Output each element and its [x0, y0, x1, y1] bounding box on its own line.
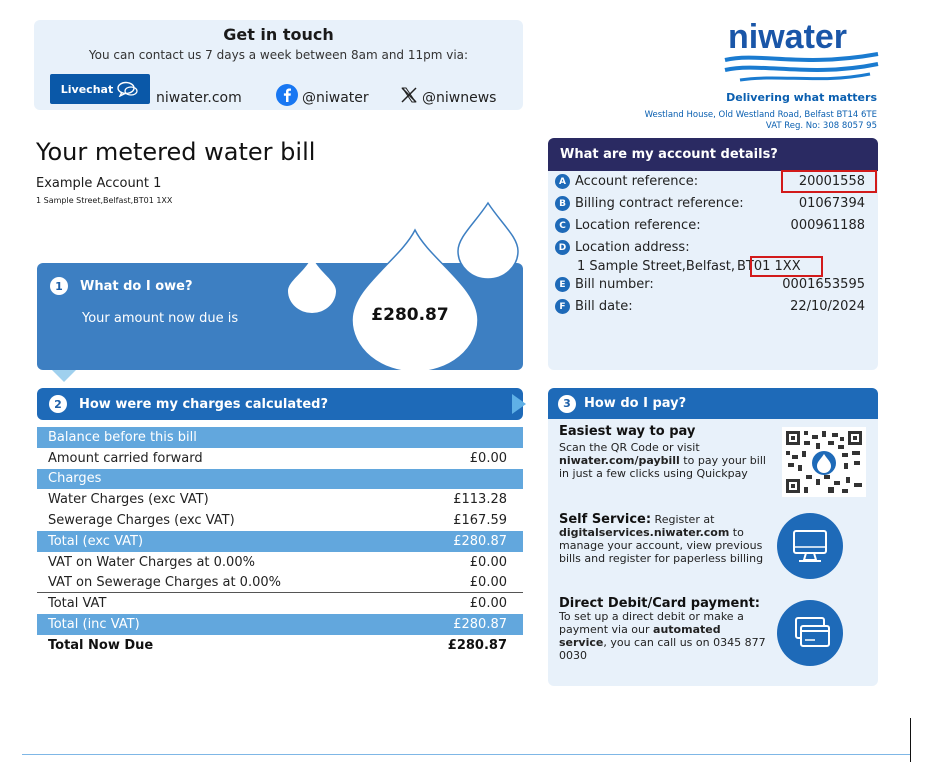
- row-label: Total (inc VAT): [48, 617, 140, 633]
- page-title: Your metered water bill: [36, 138, 316, 166]
- self-service-block: [559, 513, 769, 565]
- letter-a-badge: A: [555, 174, 570, 189]
- owe-heading-text: What do I owe?: [80, 278, 193, 294]
- easiest-text-1: Scan the QR Code or visit: [559, 441, 700, 454]
- table-row: [37, 469, 523, 490]
- self-service-link[interactable]: digitalservices.niwater.com: [559, 526, 730, 539]
- letter-e-badge: E: [555, 277, 570, 292]
- row-value: £113.28: [453, 492, 507, 508]
- direct-debit-text-1: To set up a direct debit or make a payment via our: [559, 610, 744, 636]
- footer-divider: [22, 754, 910, 755]
- contact-title: Get in touch: [223, 25, 334, 44]
- bill-number-value: 0001653595: [782, 277, 865, 292]
- row-label: Balance before this bill: [48, 429, 197, 445]
- row-value: £280.87: [447, 637, 507, 653]
- self-service-title: Self Service:: [559, 512, 652, 527]
- pay-heading-text: How do I pay?: [584, 396, 687, 411]
- account-name: Example Account 1: [36, 176, 162, 191]
- contact-panel: [34, 20, 523, 110]
- self-service-text-1: Register at: [651, 513, 715, 526]
- self-service-text-2: to manage your account, view previous bills and register for paperless billing: [559, 526, 764, 565]
- charges-pointer: [512, 394, 526, 414]
- location-addr-row: [555, 240, 865, 255]
- x-link[interactable]: [400, 84, 496, 106]
- step-2-badge: 2: [49, 395, 67, 413]
- row-value: £280.87: [453, 617, 507, 633]
- table-row: [37, 427, 523, 448]
- company-address: [560, 110, 877, 132]
- amount-due: £280.87: [371, 305, 449, 325]
- table-row: [37, 614, 523, 635]
- row-label: VAT on Water Charges at 0.00%: [48, 554, 255, 570]
- water-drops-icon: [280, 195, 530, 370]
- x-handle: @niwnews: [422, 90, 497, 106]
- easiest-text: [559, 441, 769, 480]
- location-ref-value: 000961188: [790, 218, 865, 233]
- location-postcode: BT01 1XX: [737, 259, 801, 274]
- account-details-heading: What are my account details?: [548, 138, 878, 171]
- step-3-badge: 3: [558, 395, 576, 413]
- table-row: [37, 552, 523, 573]
- pay-heading: [548, 388, 878, 419]
- easiest-way-block: [559, 425, 769, 480]
- facebook-handle: @niwater: [302, 90, 369, 106]
- table-row: [37, 635, 523, 656]
- letter-f-badge: F: [555, 299, 570, 314]
- location-ref-label: Location reference:: [575, 218, 701, 233]
- table-row: [37, 573, 523, 594]
- row-label: Total VAT: [48, 596, 107, 612]
- location-addr-label: Location address:: [575, 240, 690, 255]
- postcode-highlight: [750, 256, 823, 277]
- contact-subtitle: You can contact us 7 days a week between 8am and 11pm via:: [88, 48, 469, 62]
- easiest-text-2: to pay your bill in just a few clicks using Quickpay: [559, 454, 766, 480]
- page-edge-marker: [910, 718, 911, 762]
- bill-date-value: 22/10/2024: [790, 299, 865, 314]
- table-row: [37, 593, 523, 614]
- row-label: VAT on Sewerage Charges at 0.00%: [48, 574, 281, 590]
- row-value: £167.59: [453, 513, 507, 529]
- facebook-link[interactable]: [276, 84, 369, 106]
- computer-icon: [777, 513, 843, 579]
- row-label: Water Charges (exc VAT): [48, 492, 209, 508]
- charges-heading-text: How were my charges calculated?: [79, 396, 329, 412]
- niwater-logo: [720, 18, 880, 88]
- billing-ref-label: Billing contract reference:: [575, 196, 744, 211]
- row-label: Total Now Due: [48, 637, 154, 653]
- bill-date-label: Bill date:: [575, 299, 633, 314]
- direct-debit-text-2: , you can call us on 0345 877 0030: [559, 636, 766, 662]
- automated-service: automated service: [559, 623, 721, 649]
- row-value: £0.00: [469, 574, 507, 590]
- owe-text: Your amount now due is: [82, 311, 239, 326]
- letter-b-badge: B: [555, 196, 570, 211]
- livechat-label: Livechat: [60, 82, 114, 96]
- owe-heading: [50, 277, 193, 295]
- charges-table: [37, 427, 523, 656]
- row-label: Total (exc VAT): [48, 533, 144, 549]
- row-value: £0.00: [469, 554, 507, 570]
- bill-number-row: [555, 277, 865, 292]
- x-icon: [400, 86, 418, 104]
- table-row: [37, 448, 523, 469]
- account-ref-label: Account reference:: [575, 174, 699, 189]
- letter-d-badge: D: [555, 240, 570, 255]
- account-address: 1 Sample Street,Belfast,BT01 1XX: [36, 196, 173, 205]
- location-addr-value: 1 Sample Street,Belfast,: [577, 259, 735, 274]
- paybill-link[interactable]: niwater.com/paybill: [559, 454, 680, 467]
- location-ref-row: [555, 218, 865, 233]
- easiest-title: Easiest way to pay: [559, 424, 696, 439]
- tagline: Delivering what matters: [726, 91, 877, 104]
- row-label: Charges: [48, 471, 102, 487]
- facebook-icon: [276, 84, 298, 106]
- address-line-2: VAT Reg. No: 308 8057 95: [765, 121, 877, 131]
- row-label: Amount carried forward: [48, 450, 203, 466]
- account-ref-highlight: [781, 170, 877, 193]
- direct-debit-title: Direct Debit/Card payment:: [559, 596, 760, 611]
- step-1-badge: 1: [50, 277, 68, 295]
- owe-pointer: [52, 370, 76, 382]
- qr-code-icon[interactable]: [782, 427, 866, 497]
- letter-c-badge: C: [555, 218, 570, 233]
- address-line-1: Westland House, Old Westland Road, Belfast BT14 6TE: [644, 110, 877, 120]
- row-value: £0.00: [469, 596, 507, 612]
- location-addr-value-row: [577, 259, 887, 274]
- bill-date-row: [555, 299, 865, 314]
- charges-heading: [37, 388, 523, 420]
- bill-number-label: Bill number:: [575, 277, 654, 292]
- website-link[interactable]: [156, 90, 242, 106]
- row-value: £280.87: [453, 533, 507, 549]
- table-row: [37, 510, 523, 531]
- chat-bubble-icon: [117, 81, 139, 97]
- billing-ref-value: 01067394: [798, 196, 865, 211]
- table-row: [37, 531, 523, 552]
- direct-debit-block: [559, 597, 769, 662]
- account-ref-value: 20001558: [798, 174, 865, 189]
- logo-text: niwater: [728, 18, 848, 56]
- billing-ref-row: [555, 196, 865, 211]
- row-label: Sewerage Charges (exc VAT): [48, 513, 235, 529]
- website-text: niwater.com: [156, 90, 242, 106]
- livechat-button[interactable]: [50, 74, 150, 104]
- row-value: £0.00: [469, 450, 507, 466]
- table-row: [37, 489, 523, 510]
- card-payment-icon: [777, 600, 843, 666]
